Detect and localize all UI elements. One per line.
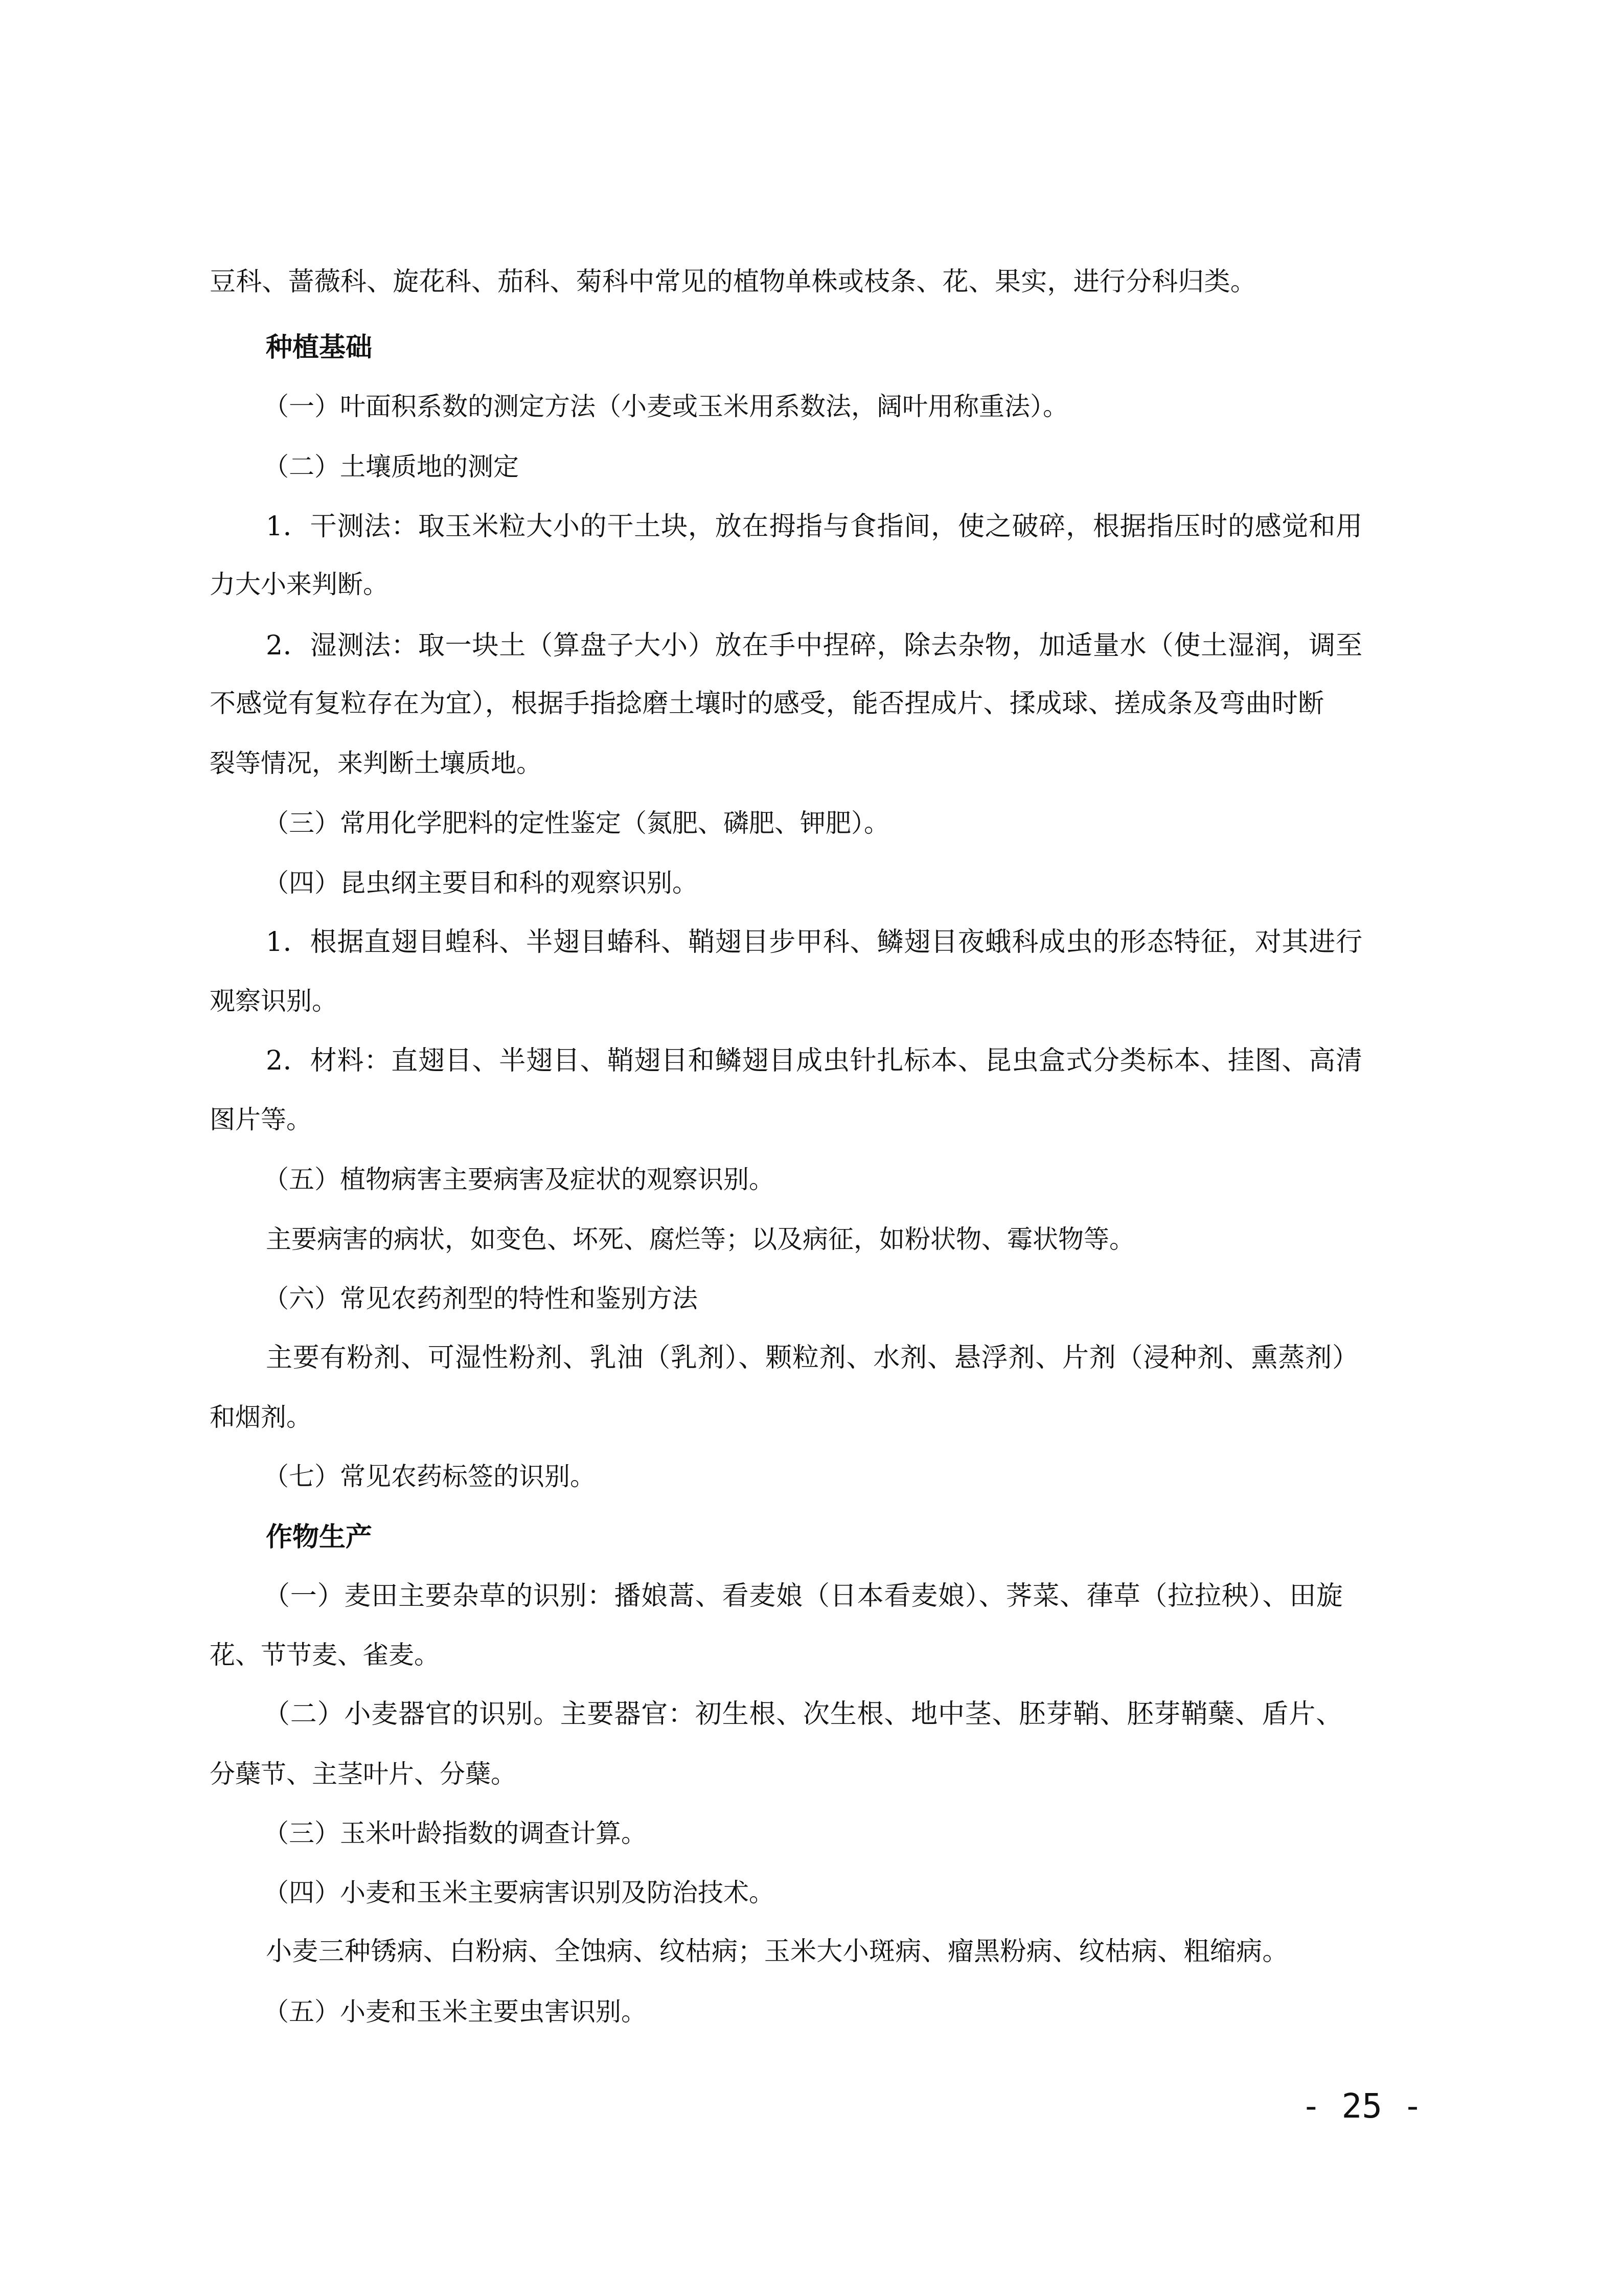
text-line: 主要有粉剂、可湿性粉剂、乳油（乳剂）、颗粒剂、水剂、悬浮剂、片剂（浸种剂、熏蒸剂） xyxy=(266,1343,1359,1373)
text-line: （五）小麦和玉米主要虫害识别。 xyxy=(263,1997,647,2027)
text-line: （一）叶面积系数的测定方法（小麦或玉米用系数法，阔叶用称重法）。 xyxy=(263,392,1068,421)
text-line: （二）小麦器官的识别。主要器官：初生根、次生根、地中茎、胚芽鞘、胚芽鞘蘖、盾片、 xyxy=(263,1699,1343,1730)
text-line: 2．湿测法：取一块土（算盘子大小）放在手中捏碎，除去杂物，加适量水（使土湿润，调至 xyxy=(266,630,1363,661)
text-line: （五）植物病害主要病害及症状的观察识别。 xyxy=(263,1165,774,1194)
text-line: 观察识别。 xyxy=(210,986,337,1016)
text-line: （六）常见农药剂型的特性和鉴别方法 xyxy=(263,1284,698,1313)
text-line: （三）玉米叶龄指数的调查计算。 xyxy=(263,1818,647,1848)
text-line: 豆科、蔷薇科、旋花科、茄科、菊科中常见的植物单株或枝条、花、果实，进行分科归类。 xyxy=(210,267,1257,297)
text-line: 2．材料：直翅目、半翅目、鞘翅目和鳞翅目成虫针扎标本、昆虫盒式分类标本、挂图、高清 xyxy=(266,1045,1363,1076)
text-line: （四）昆虫纲主要目和科的观察识别。 xyxy=(263,868,698,898)
text-line: 1．根据直翅目蝗科、半翅目蝽科、鞘翅目步甲科、鳞翅目夜蛾科成虫的形态特征，对其进行 xyxy=(266,927,1363,958)
page-number: - 25 - xyxy=(1301,2086,1423,2126)
section-heading: 作物生产 xyxy=(266,1522,373,1553)
text-line: （七）常见农药标签的识别。 xyxy=(263,1462,596,1491)
text-line: 图片等。 xyxy=(210,1105,312,1134)
text-line: 主要病害的病状，如变色、坏死、腐烂等；以及病征，如粉状物、霉状物等。 xyxy=(266,1224,1135,1254)
text-line: 和烟剂。 xyxy=(210,1402,312,1432)
text-line: 裂等情况，来判断土壤质地。 xyxy=(210,748,542,778)
text-line: （三）常用化学肥料的定性鉴定（氮肥、磷肥、钾肥）。 xyxy=(263,808,889,838)
text-line: 小麦三种锈病、白粉病、全蚀病、纹枯病；玉米大小斑病、瘤黑粉病、纹枯病、粗缩病。 xyxy=(266,1937,1289,1967)
text-line: （一）麦田主要杂草的识别：播娘蒿、看麦娘（日本看麦娘）、荠菜、葎草（拉拉秧）、田旋 xyxy=(263,1581,1343,1611)
section-heading: 种植基础 xyxy=(266,332,373,363)
text-line: 花、节节麦、雀麦。 xyxy=(210,1640,440,1670)
text-line: 力大小来判断。 xyxy=(210,570,388,599)
text-line: （二）土壤质地的测定 xyxy=(263,452,519,482)
text-line: 1．干测法：取玉米粒大小的干土块，放在拇指与食指间，使之破碎，根据指压时的感觉和用 xyxy=(266,511,1363,542)
text-line: （四）小麦和玉米主要病害识别及防治技术。 xyxy=(263,1878,774,1907)
text-line: 不感觉有复粒存在为宜），根据手指捻磨土壤时的感受，能否捏成片、揉成球、搓成条及弯曲时断 xyxy=(210,689,1324,719)
text-line: 分蘖节、主茎叶片、分蘖。 xyxy=(210,1759,516,1789)
